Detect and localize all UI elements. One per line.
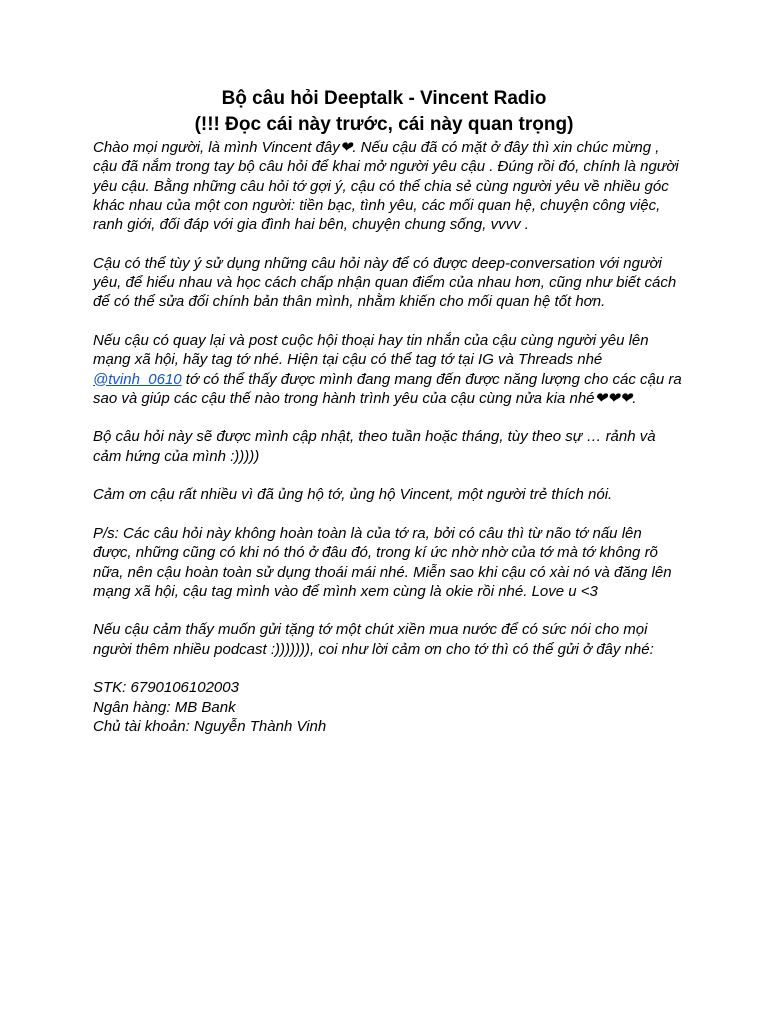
donation-paragraph: Nếu cậu cảm thấy muốn gửi tặng tớ một chút xiền mua nước để có sức nói cho mọi người thêm nhiều podcast :))))))), coi như lời cảm ơn cho tớ thì có thể gửi ở đây nhé: [93,621,654,658]
account-owner: Chủ tài khoản: Nguyễn Thành Vinh [93,717,327,735]
ps-paragraph: P/s: Các câu hỏi này không hoàn toàn là của tớ ra, bởi có câu thì từ não tớ nấu lên được, những cũng có khi nó thó ở đâu đó, trong kí ức nhờ nhờ của tớ mà tớ không rõ nữa, nên cậu hoàn toàn sử dụng thoái mái nhé. Miễn sao khi cậu có xài nó và đăng lên mạng xã hội, cậu tag mình vào để mình xem cùng là okie rồi nhé. Love u <3 [93,524,672,600]
document-title: Bộ câu hỏi Deeptalk - Vincent Radio [221,88,547,109]
tag-paragraph [93,331,683,408]
update-paragraph: Bộ câu hỏi này sẽ được mình cập nhật, theo tuần hoặc tháng, tùy theo sự … rảnh và cảm hứng của mình :))))) [93,428,656,465]
usage-paragraph: Cậu có thể tùy ý sử dụng những câu hỏi này để có được deep-conversation với người yêu, để hiểu nhau và học cách chấp nhận quan điểm của nhau hơn, cũng như biết cách để có thể sửa đổi chính bản thân mình, nhằm khiến cho mối quan hệ tốt hơn. [93,254,677,311]
document-body [93,138,683,736]
document-subtitle: (!!! Đọc cái này trước, cái này quan trọng) [194,114,574,135]
tag-text-after: tớ có thể thấy được mình đang mang đến được năng lượng cho các cậu ra sao và giúp các cậu thế nào trong hành trình yêu của cậu cùng nửa kia nhé❤❤❤. [93,370,682,407]
bank-name: Ngân hàng: MB Bank [93,698,236,716]
instagram-handle-link[interactable]: @tvinh_0610 [93,370,182,388]
tag-text-before: Nếu cậu có quay lại và post cuộc hội thoại hay tin nhắn của cậu cùng người yêu lên mạng xã hội, hãy tag tớ nhé. Hiện tại cậu có thể tag tớ tại IG và Threads nhé [93,331,649,369]
intro-paragraph: Chào mọi người, là mình Vincent đây❤. Nếu cậu đã có mặt ở đây thì xin chúc mừng , cậu đã nắm trong tay bộ câu hỏi để khai mở người yêu cậu . Đúng rồi đó, chính là người yêu cậu. Bằng những câu hỏi tớ gợi ý, cậu có thể chia sẻ cùng người yêu về nhiều góc khác nhau của một con người: tiền bạc, tình yêu, các mối quan hệ, chuyện công việc, ranh giới, đối đáp với gia đình hai bên, chuyện chung sống, vvvv . [93,139,679,234]
account-number: STK: 6790106102003 [93,679,239,697]
thanks-paragraph: Cảm ơn cậu rất nhiều vì đã ủng hộ tớ, ủng hộ Vincent, một người trẻ thích nói. [93,486,613,504]
